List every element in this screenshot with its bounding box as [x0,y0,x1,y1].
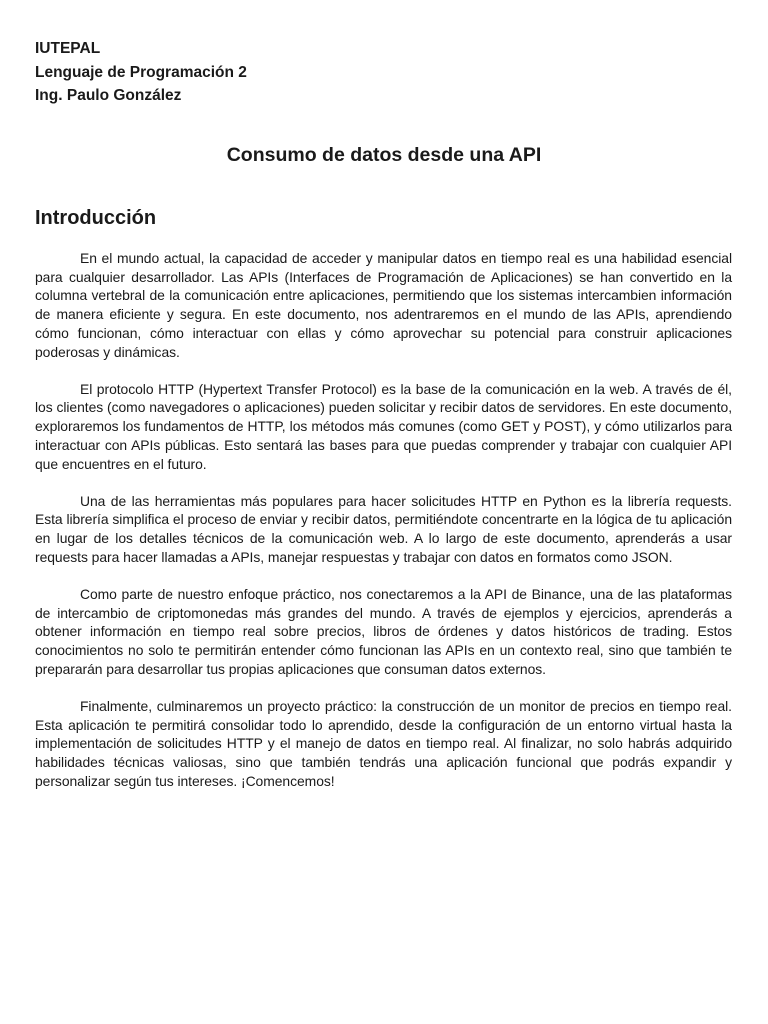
institution-name: IUTEPAL [35,40,101,57]
document-title: Consumo de datos desde una API [226,144,542,166]
paragraph: Finalmente, culminaremos un proyecto práctico: la construcción de un monitor de precios en tiempo real. Esta aplicación te permitirá consolidar todo lo aprendido, desde la configuración de un entorno virtual hasta la implementación de solicitudes HTTP y el manejo de datos en tiempo real. Al finalizar, no solo habrás adquirido habilidades técnicas valiosas, sino que también tendrás una aplicación funcional que podrás expandir y personalizar según tus intereses. ¡Comencemos! [35,698,732,789]
paragraph: Como parte de nuestro enfoque práctico, nos conectaremos a la API de Binance, una de las plataformas de intercambio de criptomonedas más grandes del mundo. A través de ejemplos y ejercicios, aprenderás a obtener información en tiempo real sobre precios, libros de órdenes y datos históricos de trading. Estos conocimientos no solo te permitirán entender cómo funcionan las APIs en un contexto real, sino que también te prepararán para desarrollar tus propias aplicaciones que consuman datos externos. [35,586,732,677]
introduction-body [35,249,732,809]
instructor-name: Ing. Paulo González [35,87,182,104]
paragraph: El protocolo HTTP (Hypertext Transfer Protocol) es la base de la comunicación en la web. A través de él, los clientes (como navegadores o aplicaciones) pueden solicitar y recibir datos de servidores. En este documento, exploraremos los fundamentos de HTTP, los métodos más comunes (como GET y POST), y cómo utilizarlos para interactuar con APIs públicas. Esto sentará las bases para que puedas comprender y trabajar con cualquier API que encuentres en el futuro. [35,380,732,472]
paragraph: En el mundo actual, la capacidad de acceder y manipular datos en tiempo real es una habilidad esencial para cualquier desarrollador. Las APIs (Interfaces de Programación de Aplicaciones) se han convertido en la columna vertebral de la comunicación entre aplicaciones, permitiendo que los sistemas intercambien información de manera eficiente y segura. En este documento, nos adentraremos en el mundo de las APIs, aprendiendo cómo funcionan, cómo interactuar con ellas y cómo aprovechar su potencial para construir aplicaciones poderosas y dinámicas. [35,250,732,360]
course-name: Lenguaje de Programación 2 [35,63,247,81]
section-heading-introduccion: Introducción [35,207,157,229]
document-header [35,37,435,108]
paragraph: Una de las herramientas más populares para hacer solicitudes HTTP en Python es la librería requests. Esta librería simplifica el proceso de enviar y recibir datos, permitiéndote concentrarte en la lógica de tu aplicación en lugar de los detalles técnicos de la comunicación web. A lo largo de este documento, aprenderás a usar requests para hacer llamadas a APIs, manejar respuestas y trabajar con datos en formatos como JSON. [35,492,732,565]
